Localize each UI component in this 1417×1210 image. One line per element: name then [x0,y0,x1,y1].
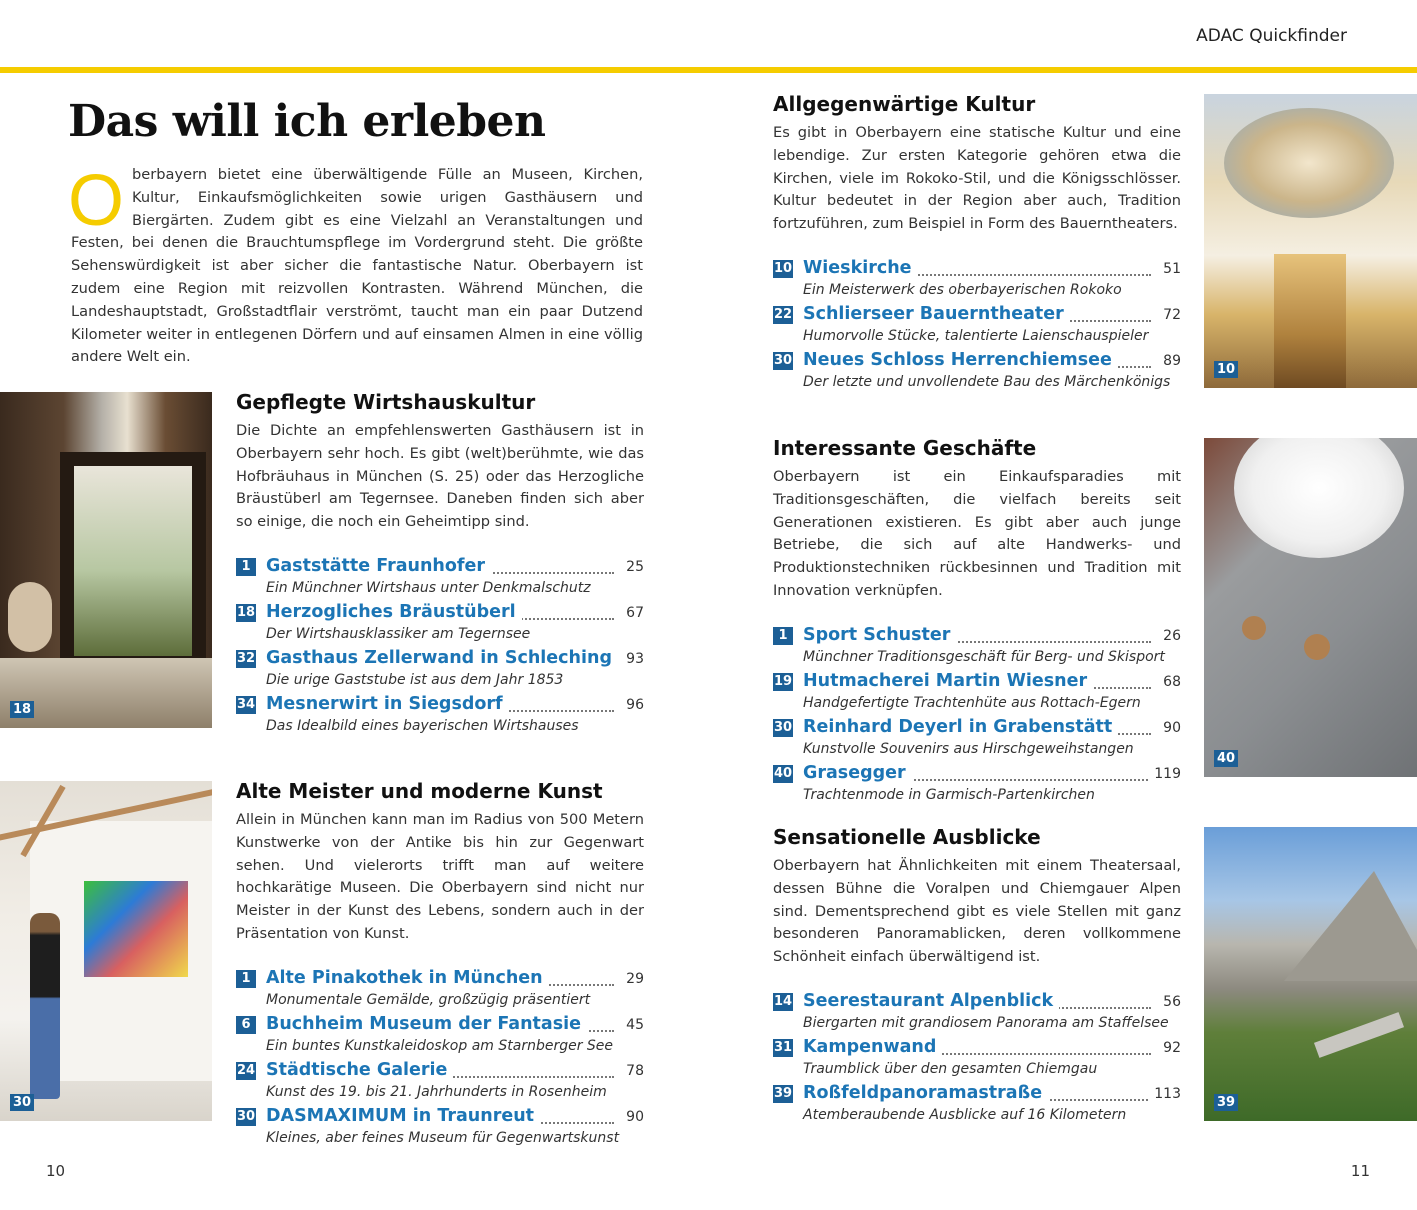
list-item[interactable] [773,625,1181,671]
entry-subtitle: Münchner Traditionsgeschäft für Berg- und Skisport [803,648,1165,665]
entry-number: 30 [773,352,793,368]
photo-detail-button [1242,616,1266,640]
list-item[interactable] [236,602,644,648]
list-item[interactable] [773,1083,1181,1129]
entry-name[interactable]: Herzogliches Bräustüberl [266,602,522,622]
photo-badge: 40 [1214,750,1238,767]
entry-name[interactable]: Alte Pinakothek in München [266,968,549,988]
entry-page: 89 [1157,353,1181,369]
section-text: Die Dichte an empfehlenswerten Gasthäusern ist in Oberbayern sehr hoch. Es gibt (welt)berühmte, wie das Hofbräuhaus in München (S. 25) oder das Herzogliche Bräustüberl am Tegernsee. Daneben finden sich aber so einige, die noch ein Geheimtipp sind. [236,422,644,531]
entry-name[interactable]: Roßfeldpanoramastraße [803,1083,1048,1103]
section-kultur [773,92,1181,396]
entry-page: 25 [620,559,644,575]
photo-tracht [1204,438,1417,777]
entry-subtitle: Kleines, aber feines Museum für Gegenwartskunst [266,1129,620,1146]
entry-subtitle: Ein Meisterwerk des oberbayerischen Rokoko [803,281,1122,298]
entry-page: 45 [620,1017,644,1033]
entry-name[interactable]: Sport Schuster [803,625,956,645]
entry-subtitle: Der letzte und unvollendete Bau des Märchenkönigs [803,373,1171,390]
entry-subtitle: Die urige Gaststube ist aus dem Jahr 1853 [266,671,564,688]
entry-list [773,625,1181,809]
entry-page: 72 [1157,307,1181,323]
section-heading: Allgegenwärtige Kultur [773,92,1036,116]
page-number-right: 11 [1350,1162,1370,1180]
section-heading: Gepflegte Wirtshauskultur [236,390,536,414]
entry-number: 30 [236,1108,256,1124]
entry-number: 24 [236,1062,256,1078]
entry-subtitle: Traumblick über den gesamten Chiemgau [803,1060,1098,1077]
list-item[interactable] [773,258,1181,304]
list-item[interactable] [236,694,644,740]
entry-name[interactable]: Kampenwand [803,1037,942,1057]
photo-badge: 30 [10,1094,34,1111]
entry-number: 1 [773,627,793,645]
entry-name[interactable]: Seerestaurant Alpenblick [803,991,1059,1011]
entry-number: 18 [236,604,256,620]
entry-list [773,991,1181,1129]
section-ausblicke [773,825,1181,1129]
photo-detail-painting [84,881,188,977]
entry-name[interactable]: Buchheim Museum der Fantasie [266,1014,587,1034]
entry-page: 29 [620,971,644,987]
entry-page: 56 [1157,994,1181,1010]
list-item[interactable] [773,350,1181,396]
photo-detail-hat [1234,438,1404,558]
list-item[interactable] [773,991,1181,1037]
list-item[interactable] [773,1037,1181,1083]
list-item[interactable] [236,556,644,602]
section-text: Allein in München kann man im Radius von 500 Metern Kunstwerke von der Antike bis hin zur Gegenwart sehen. Und vielerorts trifft man auf weitere hochkarätige Museen. Die Oberbayern sind nicht nur Meister in der Kunst des Lebens, sondern auch in der Präsentation von Kunst. [236,811,644,942]
entry-name[interactable]: Neues Schloss Herrenchiemsee [803,350,1118,370]
entry-subtitle: Kunstvolle Souvenirs aus Hirschgeweihstangen [803,740,1134,757]
entry-page: 92 [1157,1040,1181,1056]
entry-number: 40 [773,765,793,781]
photo-wieskirche [1204,94,1417,388]
photo-detail-door-frame [60,452,206,670]
entry-page: 67 [620,605,644,621]
entry-subtitle: Der Wirtshausklassiker am Tegernsee [266,625,531,642]
entry-page: 78 [620,1063,644,1079]
entry-subtitle: Atemberaubende Ausblicke auf 16 Kilometern [803,1106,1127,1123]
section-heading: Alte Meister und moderne Kunst [236,779,603,803]
photo-badge: 18 [10,701,34,718]
entry-subtitle: Humorvolle Stücke, talentierte Laienschauspieler [803,327,1149,344]
section-text: Es gibt in Oberbayern eine statische Kultur und eine lebendige. Zur ersten Kategorie gehören etwa die Kirchen, viele im Rokoko-Stil, und die Königsschlösser. Kultur bedeutet in der Region aber auch, Tradition fortzuführen, zum Beispiel in Form des Bauerntheaters. [773,124,1181,233]
page-title: Das will ich erleben [68,96,546,147]
entry-number: 14 [773,993,793,1009]
entry-subtitle: Biergarten mit grandiosem Panorama am Staffelsee [803,1014,1169,1031]
entry-list [236,968,644,1152]
photo-detail-guest [8,582,52,652]
entry-page: 51 [1157,261,1181,277]
list-item[interactable] [236,648,644,694]
entry-name[interactable]: Städtische Galerie [266,1060,453,1080]
entry-name[interactable]: Hutmacherei Martin Wiesner [803,671,1093,691]
entry-page: 90 [620,1109,644,1125]
entry-number: 19 [773,673,793,689]
entry-number: 34 [236,696,256,712]
section-text: Oberbayern ist ein Einkaufsparadies mit Traditionsgeschäften, die vielfach bereits seit Generationen existieren. Es gibt aber auch junge Betriebe, die sich auf alte Handwerks- und Produktionstechniken rückbesinnen und Tradition mit Innovation verknüpfen. [773,468,1181,599]
page-number-left: 10 [46,1162,66,1180]
entry-name[interactable]: Grasegger [803,763,912,783]
list-item[interactable] [236,1060,644,1106]
list-item[interactable] [236,968,644,1014]
entry-page: 113 [1148,1086,1181,1102]
entry-subtitle: Handgefertigte Trachtenhüte aus Rottach-Egern [803,694,1141,711]
entry-number: 22 [773,306,793,322]
entry-name[interactable]: Wieskirche [803,258,918,278]
entry-subtitle: Trachtenmode in Garmisch-Partenkirchen [803,786,1095,803]
photo-detail-road [1314,1012,1404,1058]
entry-name[interactable]: Mesnerwirt in Siegsdorf [266,694,509,714]
entry-number: 30 [773,719,793,735]
photo-berge [1204,827,1417,1121]
photo-detail-fresco [1224,108,1394,218]
entry-name[interactable]: Gasthaus Zellerwand in Schleching [266,648,618,668]
list-item[interactable] [773,717,1181,763]
entry-number: 10 [773,260,793,276]
section-text: Oberbayern hat Ähnlichkeiten mit einem Theatersaal, dessen Bühne die Voralpen und Chiemgauer Alpen sind. Dementsprechend gibt es viele Stellen mit ganz besonderen Panoramablicken, deren vollkommene Schönheit einfach überwältigend ist. [773,857,1181,966]
entry-page: 119 [1148,766,1181,782]
entry-subtitle: Kunst des 19. bis 21. Jahrhunderts in Rosenheim [266,1083,607,1100]
photo-detail-altar [1274,254,1346,388]
entry-subtitle: Ein Münchner Wirtshaus unter Denkmalschutz [266,579,591,596]
section-geschaefte [773,436,1181,809]
section-heading: Interessante Geschäfte [773,436,1037,460]
entry-page: 90 [1157,720,1181,736]
list-item[interactable] [236,1106,644,1152]
entry-number: 1 [236,558,256,576]
entry-name[interactable]: DASMAXIMUM in Traunreut [266,1106,540,1126]
entry-number: 1 [236,970,256,988]
entry-list [236,556,644,740]
list-item[interactable] [773,763,1181,809]
header-brand: ADAC Quickfinder [1196,26,1347,46]
entry-list [773,258,1181,396]
list-item[interactable] [236,1014,644,1060]
photo-badge: 39 [1214,1094,1238,1111]
photo-museum [0,781,212,1121]
entry-name[interactable]: Reinhard Deyerl in Grabenstätt [803,717,1118,737]
photo-wirtshaus [0,392,212,728]
section-kunst [236,779,644,1152]
entry-subtitle: Monumentale Gemälde, großzügig präsentiert [266,991,591,1008]
intro-paragraph [68,161,643,369]
list-item[interactable] [773,304,1181,350]
entry-page: 68 [1157,674,1181,690]
entry-number: 6 [236,1016,256,1034]
list-item[interactable] [773,671,1181,717]
section-wirtshauskultur [236,390,644,740]
entry-name[interactable]: Gaststätte Fraunhofer [266,556,491,576]
photo-detail-visitor [30,913,60,1099]
entry-subtitle: Das Idealbild eines bayerischen Wirtshauses [266,717,579,734]
intro-dropcap: O [68,161,125,241]
section-heading: Sensationelle Ausblicke [773,825,1041,849]
entry-page: 96 [620,697,644,713]
entry-name[interactable]: Schlierseer Bauerntheater [803,304,1070,324]
entry-number: 31 [773,1039,793,1055]
entry-number: 39 [773,1085,793,1101]
entry-page: 93 [620,651,644,667]
header-accent-bar [0,67,1417,73]
photo-badge: 10 [1214,361,1238,378]
entry-subtitle: Ein buntes Kunstkaleidoskop am Starnberger See [266,1037,614,1054]
photo-detail-button [1304,634,1330,660]
intro-text: berbayern bietet eine überwältigende Fülle an Museen, Kirchen, Kultur, Einkaufsmöglichkeiten sowie urigen Gasthäusern und Biergärten. Zudem gibt es eine Vielzahl an Veranstaltungen und Festen, bei denen die Brauchtumspflege im Vordergrund steht. Die größte Sehenswürdigkeit ist aber sicher die fantastische Natur. Oberbayern ist zudem eine Region mit reizvollen Kontrasten. Während München, die Landeshauptstadt, Großstadtflair verströmt, taucht man ein paar Dutzend Kilometer weiter in entlegenen Dörfern und auf einsamen Almen in eine völlig andere Welt ein. [71,166,643,366]
entry-page: 26 [1157,628,1181,644]
entry-number: 32 [236,650,256,666]
photo-detail-mountain [1284,871,1417,981]
